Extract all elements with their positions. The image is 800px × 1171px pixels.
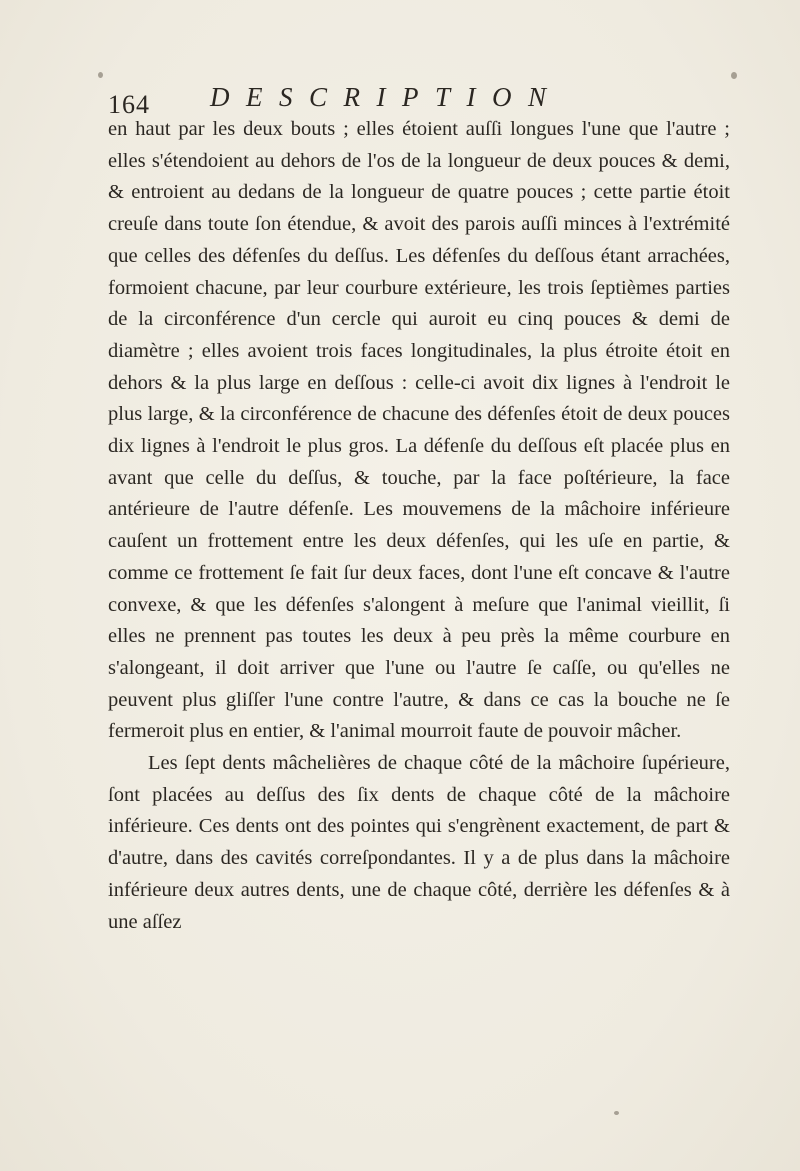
running-title: DESCRIPTION [210, 82, 563, 112]
body-text [108, 114, 730, 938]
ink-speck [98, 72, 103, 78]
ink-speck [731, 72, 737, 79]
ink-speck [614, 1111, 619, 1115]
paragraph: en haut par les deux bouts ; elles étoient auſſi longues l'une que l'autre ; elles s'étendoient au dehors de l'os de la longueur de deux pouces & demi, & entroient au dedans de la longueur de quatre pouces ; cette partie étoit creuſe dans toute ſon étendue, & avoit des parois auſſi minces à l'extrémité que celles des défenſes du deſſus. Les défenſes du deſſous étant arrachées, formoient chacune, par leur courbure extérieure, les trois ſeptièmes parties de la circonférence d'un cercle qui auroit eu cinq pouces & demi de diamètre ; elles avoient trois faces longitudinales, la plus étroite étoit en dehors & la plus large en deſſous : celle-ci avoit dix lignes à l'endroit le plus large, & la circonférence de chacune des défenſes étoit de deux pouces dix lignes à l'endroit le plus gros. La défenſe du deſſous eſt placée plus en avant que celle du deſſus, & touche, par la face poſtérieure, la face antérieure de l'autre défenſe. Les mouvemens de la mâchoire inférieure cauſent un frottement entre les deux défenſes, qui les uſe en partie, & comme ce frottement ſe fait ſur deux faces, dont l'une eſt concave & l'autre convexe, & que les défenſes s'alongent à meſure que l'animal vieillit, ſi elles ne prennent pas toutes les deux à peu près la même courbure en s'alongeant, il doit arriver que l'une ou l'autre ſe caſſe, ou qu'elles ne peuvent plus gliſſer l'une contre l'autre, & dans ce cas la bouche ne ſe fermeroit plus en entier, & l'animal mourroit faute de pouvoir mâcher. [108, 118, 730, 743]
paragraph: Les ſept dents mâchelières de chaque côté de la mâchoire ſupérieure, ſont placées au deſſus des ſix dents de chaque côté de la mâchoire inférieure. Ces dents ont des pointes qui s'engrènent exactement, de part & d'autre, dans des cavités correſpondantes. Il y a de plus dans la mâchoire inférieure deux autres dents, une de chaque côté, derrière les défenſes & à une aſſez [108, 752, 730, 933]
page-number: 164 [108, 90, 150, 119]
